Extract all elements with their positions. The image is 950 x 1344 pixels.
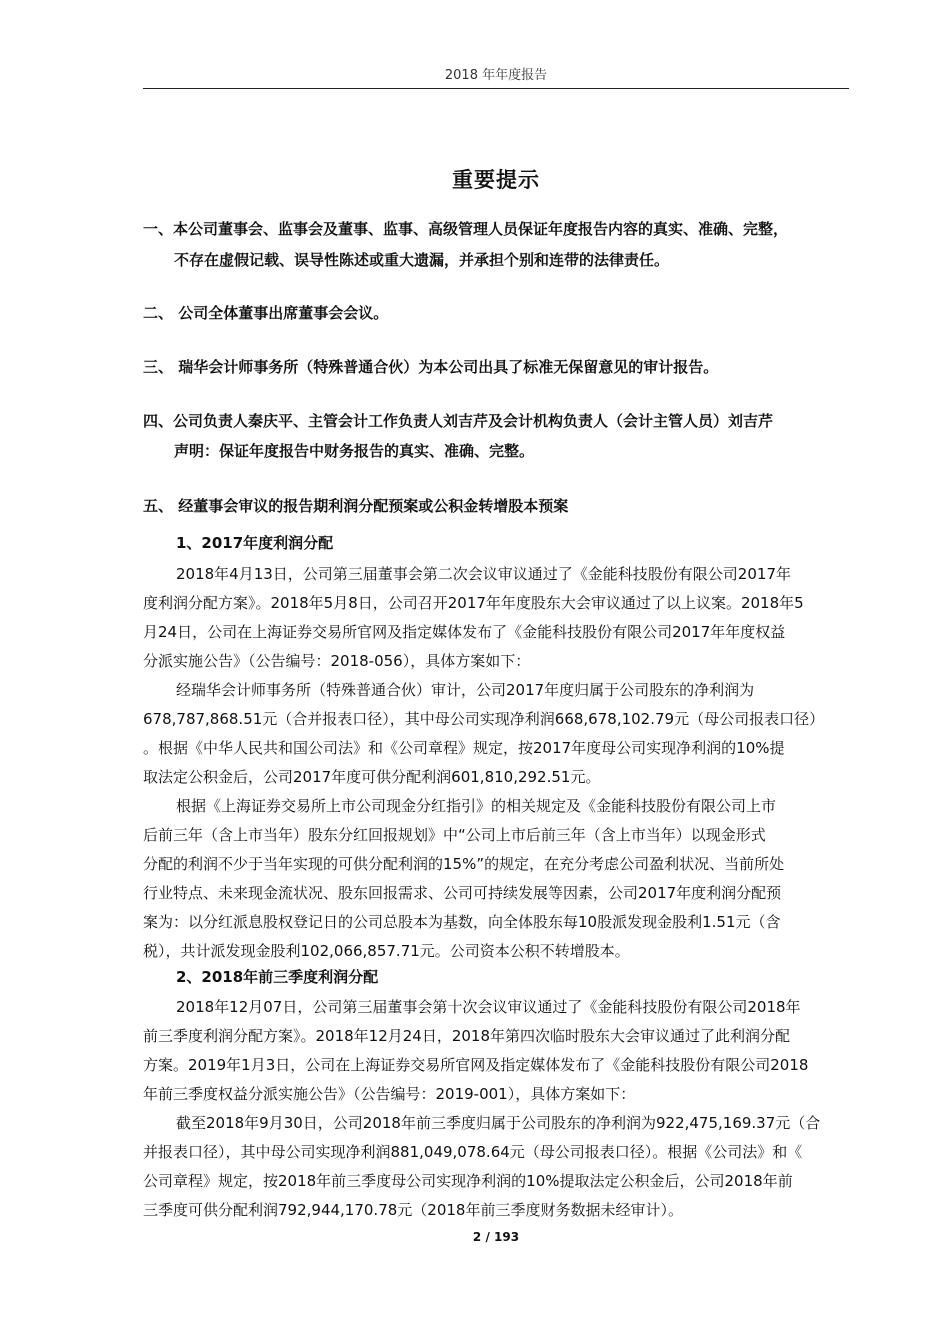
s1-p2-line-3: 。根据《中华人民共和国公司法》和《公司章程》规定，按2017年度母公司实现净利润的10%提 xyxy=(143,739,785,757)
s1-p1-line-2: 度利润分配方案》。2018年5月8日，公司召开2017年年度股东大会审议通过了以上议案。2018年5 xyxy=(143,594,804,612)
s1-p3-line-3: 分配的利润不少于当年实现的可供分配利润的15%”的规定，在充分考虑公司盈利状况、当前所处 xyxy=(143,855,785,873)
s2-p1-line-1: 2018年12月07日，公司第三届董事会第十次会议审议通过了《金能科技股份有限公司2018年 xyxy=(176,998,801,1016)
item-1-line-2: 不存在虚假记载、误导性陈述或重大遗漏，并承担个别和连带的法律责任。 xyxy=(174,251,670,269)
s1-p1-line-1: 2018年4月13日，公司第三届董事会第二次会议审议通过了《金能科技股份有限公司2017年 xyxy=(176,565,791,583)
page-title: 重要提示 xyxy=(452,168,540,192)
item-5-line-1: 五、 经董事会审议的报告期利润分配预案或公积金转增股本预案 xyxy=(143,497,569,515)
page-number: 2 / 193 xyxy=(472,1230,520,1244)
s1-p2-line-4: 取法定公积金后，公司2017年度可供分配利润601,810,292.51元。 xyxy=(143,768,601,786)
item-4-line-1: 四、公司负责人秦庆平、主管会计工作负责人刘吉芹及会计机构负责人（会计主管人员）刘吉芹 xyxy=(143,412,774,430)
s1-p3-line-4: 行业特点、未来现金流状况、股东回报需求、公司可持续发展等因素，公司2017年度利润分配预 xyxy=(143,884,782,902)
s2-p2-line-1: 截至2018年9月30日，公司2018年前三季度归属于公司股东的净利润为922,475,169.37元（合 xyxy=(176,1114,821,1132)
s1-p1-line-4: 分派实施公告》（公告编号：2018-056），具体方案如下： xyxy=(143,652,531,670)
s1-p3-line-2: 后前三年（含上市当年）股东分红回报规划》中“公司上市后前三年（含上市当年）以现金形式 xyxy=(143,826,766,844)
item-2-line-1: 二、 公司全体董事出席董事会会议。 xyxy=(143,304,389,322)
s1-p3-line-5: 案为：以分红派息股权登记日的公司总股本为基数，向全体股东每10股派发现金股利1.51元（含 xyxy=(143,913,781,931)
item-3-line-1: 三、 瑞华会计师事务所（特殊普通合伙）为本公司出具了标准无保留意见的审计报告。 xyxy=(143,358,719,376)
s2-p1-line-2: 前三季度利润分配方案》。2018年12月24日，2018年第四次临时股东大会审议通过了此利润分配 xyxy=(143,1027,791,1045)
s1-p3-line-6: 税），共计派发现金股利102,066,857.71元。公司资本公积不转增股本。 xyxy=(143,942,630,960)
item-1-line-1: 一、本公司董事会、监事会及董事、监事、高级管理人员保证年度报告内容的真实、准确、完整， xyxy=(143,220,789,238)
s2-p2-line-3: 公司章程》规定，按2018年前三季度母公司实现净利润的10%提取法定公积金后，公司2018年前 xyxy=(143,1172,793,1190)
s1-p1-line-3: 月24日，公司在上海证券交易所官网及指定媒体发布了《金能科技股份有限公司2017年年度权益 xyxy=(143,623,786,641)
s1-p3-line-1: 根据《上海证券交易所上市公司现金分红指引》的相关规定及《金能科技股份有限公司上市 xyxy=(176,797,777,815)
s2-p2-line-2: 并报表口径），其中母公司实现净利润881,049,078.64元（母公司报表口径）。根据《公司法》和《 xyxy=(143,1143,803,1161)
item-4-line-2: 声明：保证年度报告中财务报告的真实、准确、完整。 xyxy=(174,442,535,460)
s2-p1-line-4: 年前三季度权益分派实施公告》（公告编号：2019-001），具体方案如下： xyxy=(143,1085,636,1103)
s2-p2-line-4: 三季度可供分配利润792,944,170.78元（2018年前三季度财务数据未经审计）。 xyxy=(143,1201,683,1219)
s1-p2-line-1: 经瑞华会计师事务所（特殊普通合伙）审计，公司2017年度归属于公司股东的净利润为 xyxy=(176,681,755,699)
section-2-heading: 2、2018年前三季度利润分配 xyxy=(176,968,379,986)
header-rule xyxy=(143,88,849,89)
s1-p2-line-2: 678,787,868.51元（合并报表口径），其中母公司实现净利润668,678,102.79元（母公司报表口径） xyxy=(143,710,825,728)
s2-p1-line-3: 方案。2019年1月3日，公司在上海证券交易所官网及指定媒体发布了《金能科技股份有限公司2018 xyxy=(143,1056,809,1074)
running-header: 2018 年年度报告 xyxy=(444,68,548,83)
section-1-heading: 1、2017年度利润分配 xyxy=(176,534,334,552)
